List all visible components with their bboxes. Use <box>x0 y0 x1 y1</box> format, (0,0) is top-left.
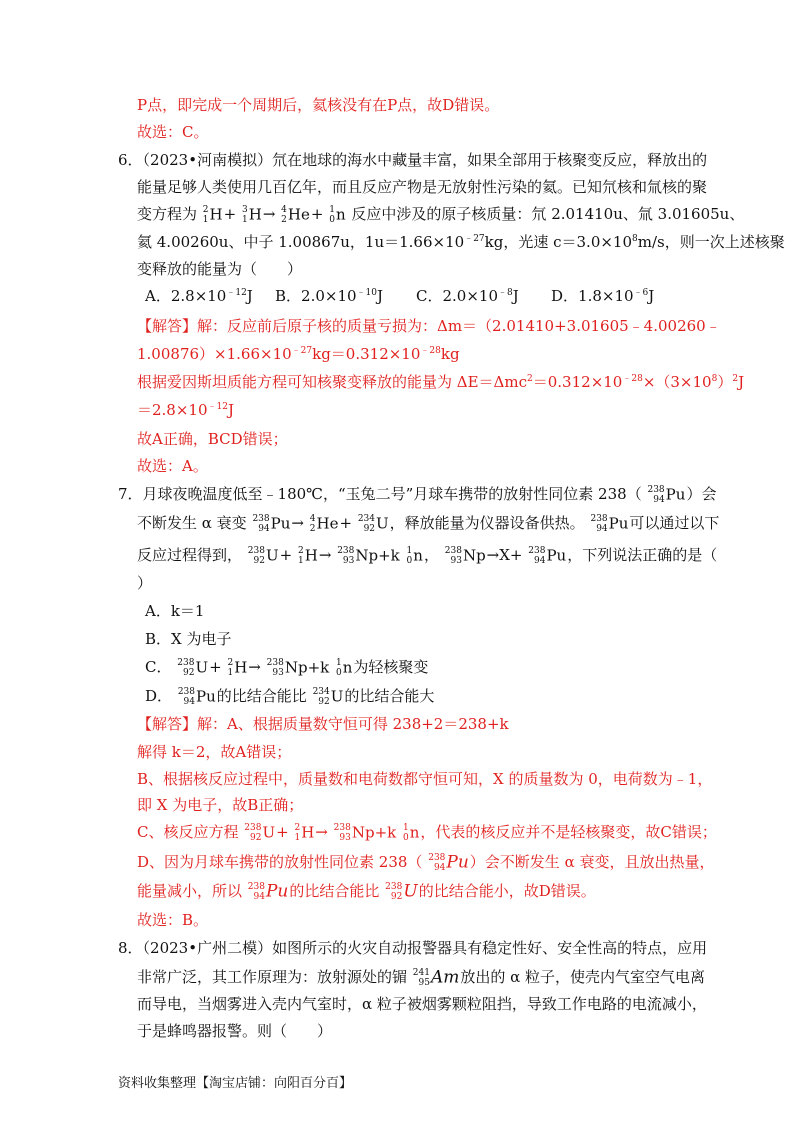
answer-line: D、因为月球车携带的放射性同位素 238（ 238 94 Pu）会不断发生 α 衰变，且放出热量， <box>137 852 715 873</box>
nuclide-Pu238: 238 94 Pu <box>590 514 629 534</box>
question-7-stem: 反应过程得到， 238 92 U+ 2 1 H→ 238 93 Np+k 1 0 n， 238 93 Np→X+ 238 94 Pu，下列说法正确的是（ <box>137 546 718 566</box>
nuclide-n1: 1 0 n <box>403 823 420 843</box>
answer-line: 解得 k＝2，故A错误； <box>137 743 292 761</box>
answer-line: 【解答】解：反应前后原子核的质量亏损为：Δm＝（2.01410+3.01605﹣4.00260﹣ <box>137 317 721 335</box>
answer-line: 即 X 为电子，故B正确； <box>137 796 304 814</box>
nuclide-n1: 1 0 n <box>336 658 353 678</box>
question-6-stem: 能量足够人类使用几百亿年，而且反应产物是无放射性污染的氦。已知氘核和氚核的聚 <box>137 178 708 196</box>
option-C: C． 238 92 U+ 2 1 H→ 238 93 Np+k 1 0 n为轻核聚变 <box>145 658 429 678</box>
option-D: D．$1.8\times 10^{﹣6}J$ <box>551 287 655 305</box>
answer-line: C、核反应方程 238 92 U+ 2 1 H→ 238 93 Np+k 1 0 n，代表的核反应并不是轻核聚变，故C错误； <box>137 823 717 843</box>
nuclide-Pu238: 238 94 Pu <box>647 485 686 505</box>
nuclide-n1: 1 0 n <box>329 205 346 225</box>
nuclide-U238: 238 92 U <box>177 658 209 678</box>
nuclide-Pu238: 238 94 Pu <box>252 514 291 534</box>
nuclide-He4: 4 2 He <box>281 205 310 225</box>
nuclide-Pu238: 238 94 Pu <box>177 687 216 707</box>
question-8-stem: 于是蜂鸣器报警。则（ ） <box>137 1022 333 1040</box>
option-C: C．$2.0\times 10^{﹣8}J$ <box>416 287 519 305</box>
nuclide-n1: 1 0 n <box>406 546 423 566</box>
question-6-stem: 变释放的能量为（ ） <box>137 260 303 278</box>
question-7-stem: 7．月球夜晚温度低至﹣180℃，“玉兔二号”月球车携带的放射性同位素 238（ 238 94 Pu）会 <box>118 485 717 505</box>
question-6-masses: 氦 4.00260u、中子 1.00867u，$1u=1.66\times 10^{﹣27}kg$，光速 $c=3.0\times 10^8m/s$，则一次上述核聚 <box>137 233 785 251</box>
nuclide-Np238: 238 93 Np+k <box>333 823 397 843</box>
nuclide-U234: 234 92 U <box>357 514 389 534</box>
answer-line: P点，即完成一个周期后，氦核没有在P点，故D错误。 <box>137 96 500 114</box>
answer-line: 根据爱因斯坦质能方程可知核聚变释放的能量为 $\Delta E=\Delta mc^2=0.312\times 10^{﹣28}\times(3\times 10^8)^2J$ <box>137 373 745 391</box>
question-7-stem: 不断发生 α 衰变 238 94 Pu→ 4 2 He+ 234 92 U，释放能量为仪器设备供热。 238 94 Pu可以通过以下 <box>137 514 720 534</box>
nuclide-U238: 238 92 U <box>385 881 418 902</box>
question-6-equation: 变方程为 2 1 H+ 3 1 H→ 4 2 He+ 1 0 n 反应中涉及的原子核质量：氘 2.01410u、氚 3.01605u、 <box>137 205 745 225</box>
nuclide-Np238: 238 93 Np+k <box>266 658 330 678</box>
answer-line: 能量减小，所以 238 94 Pu的比结合能比 238 92 U的比结合能小，故D错误。 <box>137 881 596 902</box>
nuclide-Pu238: 238 94 Pu <box>528 546 567 566</box>
nuclide-H2: 2 1 H <box>298 546 318 566</box>
answer-choice: 故选：B。 <box>137 911 209 929</box>
question-7-stem: ） <box>137 574 153 592</box>
answer-line: $=2.8\times 10^{﹣12}J$ <box>137 401 234 419</box>
nuclide-Am241: 241 95 Am <box>412 967 460 988</box>
question-8-stem: 非常广泛，其工作原理为：放射源处的镅 241 95 Am放出的 α 粒子，使壳内气室空气电离 <box>137 967 706 988</box>
option-A: A．k＝1 <box>145 602 205 620</box>
nuclide-He4: 4 2 He <box>309 514 339 534</box>
nuclide-H2: 2 1 H <box>227 658 248 678</box>
nuclide-H3: 3 1 H <box>241 205 262 225</box>
answer-line: 【解答】解：A、根据质量数守恒可得 238+2＝238+k <box>137 715 509 733</box>
question-8-stem: 8．（2023•广州二模）如图所示的火灾自动报警器具有稳定性好、安全性高的特点，应用 <box>118 939 708 957</box>
question-6-stem: 6．（2023•河南模拟）氘在地球的海水中藏量丰富，如果全部用于核聚变反应，释放出的 <box>118 151 708 169</box>
answer-line: 故A正确，BCD错误； <box>137 430 288 448</box>
option-D: D． 238 94 Pu的比结合能比 234 92 U的比结合能大 <box>145 687 435 707</box>
nuclide-U238: 238 92 U <box>244 823 276 843</box>
nuclide-Np238: 238 93 Np <box>444 546 486 566</box>
answer-choice: 故选：C。 <box>137 123 209 141</box>
page-footer: 资料收集整理【淘宝店铺：向阳百分百】 <box>118 1076 353 1091</box>
question-8-stem: 而导电，当烟雾进入壳内气室时，α 粒子被烟雾颗粒阻挡，导致工作电路的电流减小， <box>137 995 707 1013</box>
nuclide-Pu238: 238 94 Pu <box>428 852 469 873</box>
nuclide-H2: 2 1 H <box>294 823 315 843</box>
answer-choice: 故选：A。 <box>137 457 208 475</box>
nuclide-H2: 2 1 H <box>202 205 223 225</box>
option-A: A．$2.8\times 10^{﹣12}J$ <box>145 287 253 305</box>
nuclide-Pu238: 238 94 Pu <box>247 881 289 902</box>
nuclide-U238: 238 92 U <box>247 546 279 566</box>
option-B: B．X 为电子 <box>145 630 232 648</box>
nuclide-U234: 234 92 U <box>312 687 344 707</box>
answer-line: B、根据核反应过程中，质量数和电荷数都守恒可知，X 的质量数为 0，电荷数为﹣1， <box>137 770 713 788</box>
nuclide-Np238: 238 93 Np+k <box>337 546 400 566</box>
answer-line: $1.00876)\times 1.66\times 10^{﹣27}kg=0.312\times 10^{﹣28}kg$ <box>137 345 460 363</box>
option-B: B．$2.0\times 10^{﹣10}J$ <box>275 287 384 305</box>
